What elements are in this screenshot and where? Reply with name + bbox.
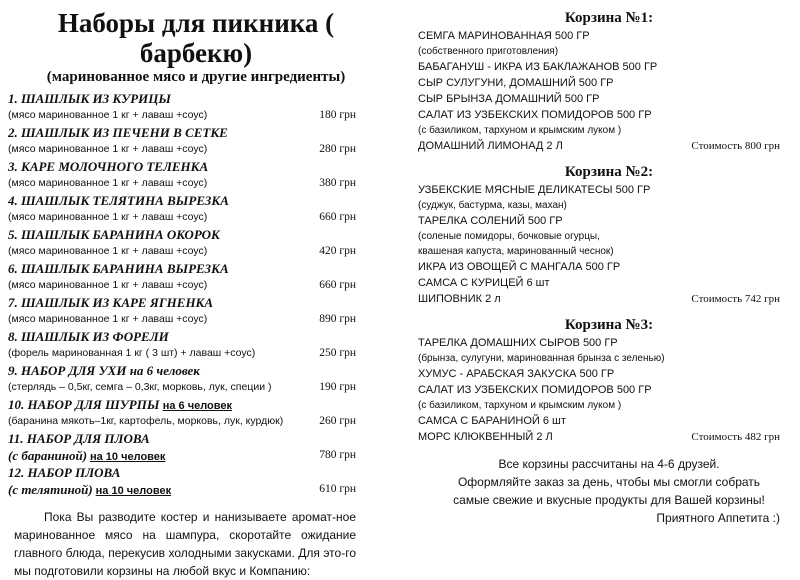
left-column xyxy=(0,0,392,580)
basket-line-note xyxy=(418,229,800,244)
menu-item-title: 12. НАБОР ПЛОВА xyxy=(8,465,121,480)
menu-item-price: 380 грн xyxy=(319,177,356,189)
menu-item-name xyxy=(8,396,392,413)
menu-item-title: 11. НАБОР ДЛЯ ПЛОВА xyxy=(8,431,150,446)
menu-item-title: 7. ШАШЛЫК ИЗ КАРЕ ЯГНЕНКА xyxy=(8,295,214,310)
menu-item-name xyxy=(8,294,392,311)
basket-line-text: УЗБЕКСКИЕ МЯСНЫЕ ДЕЛИКАТЕСЫ 500 ГР xyxy=(418,184,651,196)
menu-item-description xyxy=(8,481,392,498)
menu-item-description xyxy=(8,209,392,226)
serving-size-tag: на 10 человек xyxy=(95,485,172,497)
basket-line-text: (брынза, сулугуни, маринованная брынза с зеленью) xyxy=(418,353,665,364)
menu-item-desc-text: (мясо маринованное 1 кг + лаваш +соус) xyxy=(8,279,208,291)
basket-line-item xyxy=(418,366,800,382)
right-column xyxy=(418,0,800,527)
menu-item-desc-text: (баранина мякоть–1кг, картофель, морковь, лук, курдюк) xyxy=(8,415,284,427)
basket-line-item xyxy=(418,291,800,307)
menu-item-description xyxy=(8,345,392,362)
serving-size-tag: на 6 человек xyxy=(162,400,233,412)
page-subtitle: (маринованное мясо и другие ингредиенты) xyxy=(46,69,346,85)
menu-item-description xyxy=(8,379,392,396)
menu-item xyxy=(8,430,392,464)
menu-item-desc-text: (с телятиной) xyxy=(8,482,93,497)
basket xyxy=(418,315,800,445)
basket-line-item xyxy=(418,429,800,445)
basket-line-text: ШИПОВНИК 2 л xyxy=(418,293,501,305)
basket-line-text: ТАРЕЛКА ДОМАШНИХ СЫРОВ 500 ГР xyxy=(418,337,618,349)
menu-item xyxy=(8,294,392,328)
menu-item xyxy=(8,124,392,158)
basket-line-item xyxy=(418,213,800,229)
menu-item-description xyxy=(8,175,392,192)
basket-line-note xyxy=(418,198,800,213)
menu-item xyxy=(8,192,392,226)
menu-item xyxy=(8,396,392,430)
basket-title: Корзина №3: xyxy=(564,317,654,333)
footer-line: Оформляйте заказ за день, чтобы мы смогли собрать xyxy=(457,475,761,489)
menu-item-price: 280 грн xyxy=(319,143,356,155)
menu-item-name xyxy=(8,430,392,447)
menu-item-name xyxy=(8,158,392,175)
basket-line-item xyxy=(418,138,800,154)
basket-title: Корзина №2: xyxy=(564,164,654,180)
menu-item-desc-text: (мясо маринованное 1 кг + лаваш +соус) xyxy=(8,177,208,189)
menu-item-title: 3. КАРЕ МОЛОЧНОГО ТЕЛЕНКА xyxy=(8,159,209,174)
basket-line-item xyxy=(418,59,800,75)
basket-line-text: квашеная капуста, маринованный чеснок) xyxy=(418,246,614,257)
basket-line-text: (собственного приготовления) xyxy=(418,46,559,57)
basket-line-text: ХУМУС - АРАБСКАЯ ЗАКУСКА 500 ГР xyxy=(418,368,615,380)
basket-line-text: ИКРА ИЗ ОВОЩЕЙ С МАНГАЛА 500 ГР xyxy=(418,261,621,273)
menu-item-description xyxy=(8,107,392,124)
menu-item-name xyxy=(8,90,392,107)
basket-line-note xyxy=(418,123,800,138)
menu-item xyxy=(8,260,392,294)
basket-line-text: САЛАТ ИЗ УЗБЕКСКИХ ПОМИДОРОВ 500 ГР xyxy=(418,109,652,121)
menu-item-title: 1. ШАШЛЫК ИЗ КУРИЦЫ xyxy=(8,91,171,106)
basket-line-text: САМСА С КУРИЦЕЙ 6 шт xyxy=(418,277,550,289)
menu-item-price: 180 грн xyxy=(319,109,356,121)
basket-line-text: ДОМАШНИЙ ЛИМОНАД 2 Л xyxy=(418,140,563,152)
menu-item-name xyxy=(8,464,392,481)
basket-line-note xyxy=(418,244,800,259)
menu-item-description xyxy=(8,447,392,464)
basket-line-item xyxy=(418,275,800,291)
basket-line-item xyxy=(418,182,800,198)
basket-line-item xyxy=(418,382,800,398)
basket xyxy=(418,8,800,154)
menu-item-price: 780 грн xyxy=(319,449,356,461)
menu-item-description xyxy=(8,311,392,328)
menu-item-price: 250 грн xyxy=(319,347,356,359)
menu-item-name xyxy=(8,260,392,277)
basket-line-text: БАБАГАНУШ - ИКРА ИЗ БАКЛАЖАНОВ 500 ГР xyxy=(418,61,658,73)
basket-line-text: (с базиликом, тархуном и крымским луком ) xyxy=(418,125,622,136)
basket-line-text: СЫР БРЫНЗА ДОМАШНИЙ 500 ГР xyxy=(418,93,600,105)
menu-item-description xyxy=(8,141,392,158)
menu-item xyxy=(8,158,392,192)
basket-line-note xyxy=(418,398,800,413)
serving-size-tag: на 10 человек xyxy=(89,451,166,463)
basket xyxy=(418,162,800,307)
menu-item-title: 9. НАБОР ДЛЯ УХИ на 6 человек xyxy=(8,363,200,378)
menu-item-desc-text: (с бараниной) xyxy=(8,448,88,463)
menu-item-price: 420 грн xyxy=(319,245,356,257)
menu-item-title: 2. ШАШЛЫК ИЗ ПЕЧЕНИ В СЕТКЕ xyxy=(8,125,228,140)
menu-item-desc-text: (форель маринованная 1 кг ( 3 шт) + лаваш +соус) xyxy=(8,347,256,359)
basket-cost: Стоимость 800 грн xyxy=(691,140,780,152)
menu-item-name xyxy=(8,192,392,209)
basket-line-item xyxy=(418,259,800,275)
page-title: Наборы для пикника ( барбекю) xyxy=(57,8,335,68)
basket-line-item xyxy=(418,335,800,351)
menu-item xyxy=(8,328,392,362)
basket-line-text: (с базиликом, тархуном и крымским луком ) xyxy=(418,400,622,411)
menu-item-price: 660 грн xyxy=(319,279,356,291)
basket-cost: Стоимость 482 грн xyxy=(691,431,780,443)
menu-item-name xyxy=(8,226,392,243)
menu-item-name xyxy=(8,362,392,379)
footer-line: Все корзины рассчитаны на 4-6 друзей. xyxy=(498,457,720,471)
basket-line-note xyxy=(418,44,800,59)
menu-item-title: 4. ШАШЛЫК ТЕЛЯТИНА ВЫРЕЗКА xyxy=(8,193,229,208)
menu-item-desc-text: (мясо маринованное 1 кг + лаваш +соус) xyxy=(8,109,208,121)
menu-item-title: 8. ШАШЛЫК ИЗ ФОРЕЛИ xyxy=(8,329,169,344)
menu-item xyxy=(8,226,392,260)
menu-item-price: 260 грн xyxy=(319,415,356,427)
intro-paragraph: Пока Вы разводите костер и нанизываете аромат-ное маринованное мясо на шампура, скоротайте ожидание главного блюда, перекусив холодными закусками. Для это-го мы подготовили корзины на любой вкус и Компанию: xyxy=(14,510,356,578)
footer-line: самые свежие и вкусные продукты для Вашей корзины! xyxy=(453,493,765,507)
basket-line-item xyxy=(418,75,800,91)
menu-item-desc-text: (мясо маринованное 1 кг + лаваш +соус) xyxy=(8,313,208,325)
basket-line-note xyxy=(418,351,800,366)
basket-line-text: САМСА С БАРАНИНОЙ 6 шт xyxy=(418,415,566,427)
basket-line-text: СЫР СУЛУГУНИ, ДОМАШНИЙ 500 ГР xyxy=(418,77,614,89)
basket-cost: Стоимость 742 грн xyxy=(691,293,780,305)
basket-line-item xyxy=(418,28,800,44)
menu-item xyxy=(8,464,392,498)
menu-item-desc-text: (мясо маринованное 1 кг + лаваш +соус) xyxy=(8,143,208,155)
menu-item-price: 660 грн xyxy=(319,211,356,223)
menu-item-list xyxy=(0,90,392,498)
footer-note xyxy=(418,455,800,527)
basket-line-text: (соленые помидоры, бочковые огурцы, xyxy=(418,231,600,242)
menu-item-desc-text: (мясо маринованное 1 кг + лаваш +соус) xyxy=(8,245,208,257)
basket-line-text: МОРС КЛЮКВЕННЫЙ 2 Л xyxy=(418,431,553,443)
menu-item-price: 610 грн xyxy=(319,483,356,495)
baskets-list xyxy=(418,8,800,445)
footer-signoff: Приятного Аппетита :) xyxy=(656,511,780,525)
menu-item-description xyxy=(8,413,392,430)
basket-line-item xyxy=(418,107,800,123)
basket-line-item xyxy=(418,91,800,107)
basket-line-text: СЕМГА МАРИНОВАННАЯ 500 ГР xyxy=(418,30,590,42)
menu-item-name xyxy=(8,124,392,141)
menu-item-title: 5. ШАШЛЫК БАРАНИНА ОКОРОК xyxy=(8,227,220,242)
basket-title: Корзина №1: xyxy=(564,10,654,26)
menu-item-price: 890 грн xyxy=(319,313,356,325)
menu-item-description xyxy=(8,277,392,294)
menu-item-desc-text: (стерлядь – 0,5кг, семга – 0,3кг, морковь, лук, специи ) xyxy=(8,381,272,393)
basket-line-text: САЛАТ ИЗ УЗБЕКСКИХ ПОМИДОРОВ 500 ГР xyxy=(418,384,652,396)
menu-item-title: 10. НАБОР ДЛЯ ШУРПЫ xyxy=(8,397,160,412)
menu-item xyxy=(8,90,392,124)
basket-line-text: (суджук, бастурма, казы, махан) xyxy=(418,200,567,211)
menu-item-name xyxy=(8,328,392,345)
menu-item xyxy=(8,362,392,396)
basket-line-text: ТАРЕЛКА СОЛЕНИЙ 500 ГР xyxy=(418,215,563,227)
menu-item-desc-text: (мясо маринованное 1 кг + лаваш +соус) xyxy=(8,211,208,223)
menu-item-description xyxy=(8,243,392,260)
menu-item-title: 6. ШАШЛЫК БАРАНИНА ВЫРЕЗКА xyxy=(8,261,229,276)
menu-item-price: 190 грн xyxy=(319,381,356,393)
basket-line-item xyxy=(418,413,800,429)
